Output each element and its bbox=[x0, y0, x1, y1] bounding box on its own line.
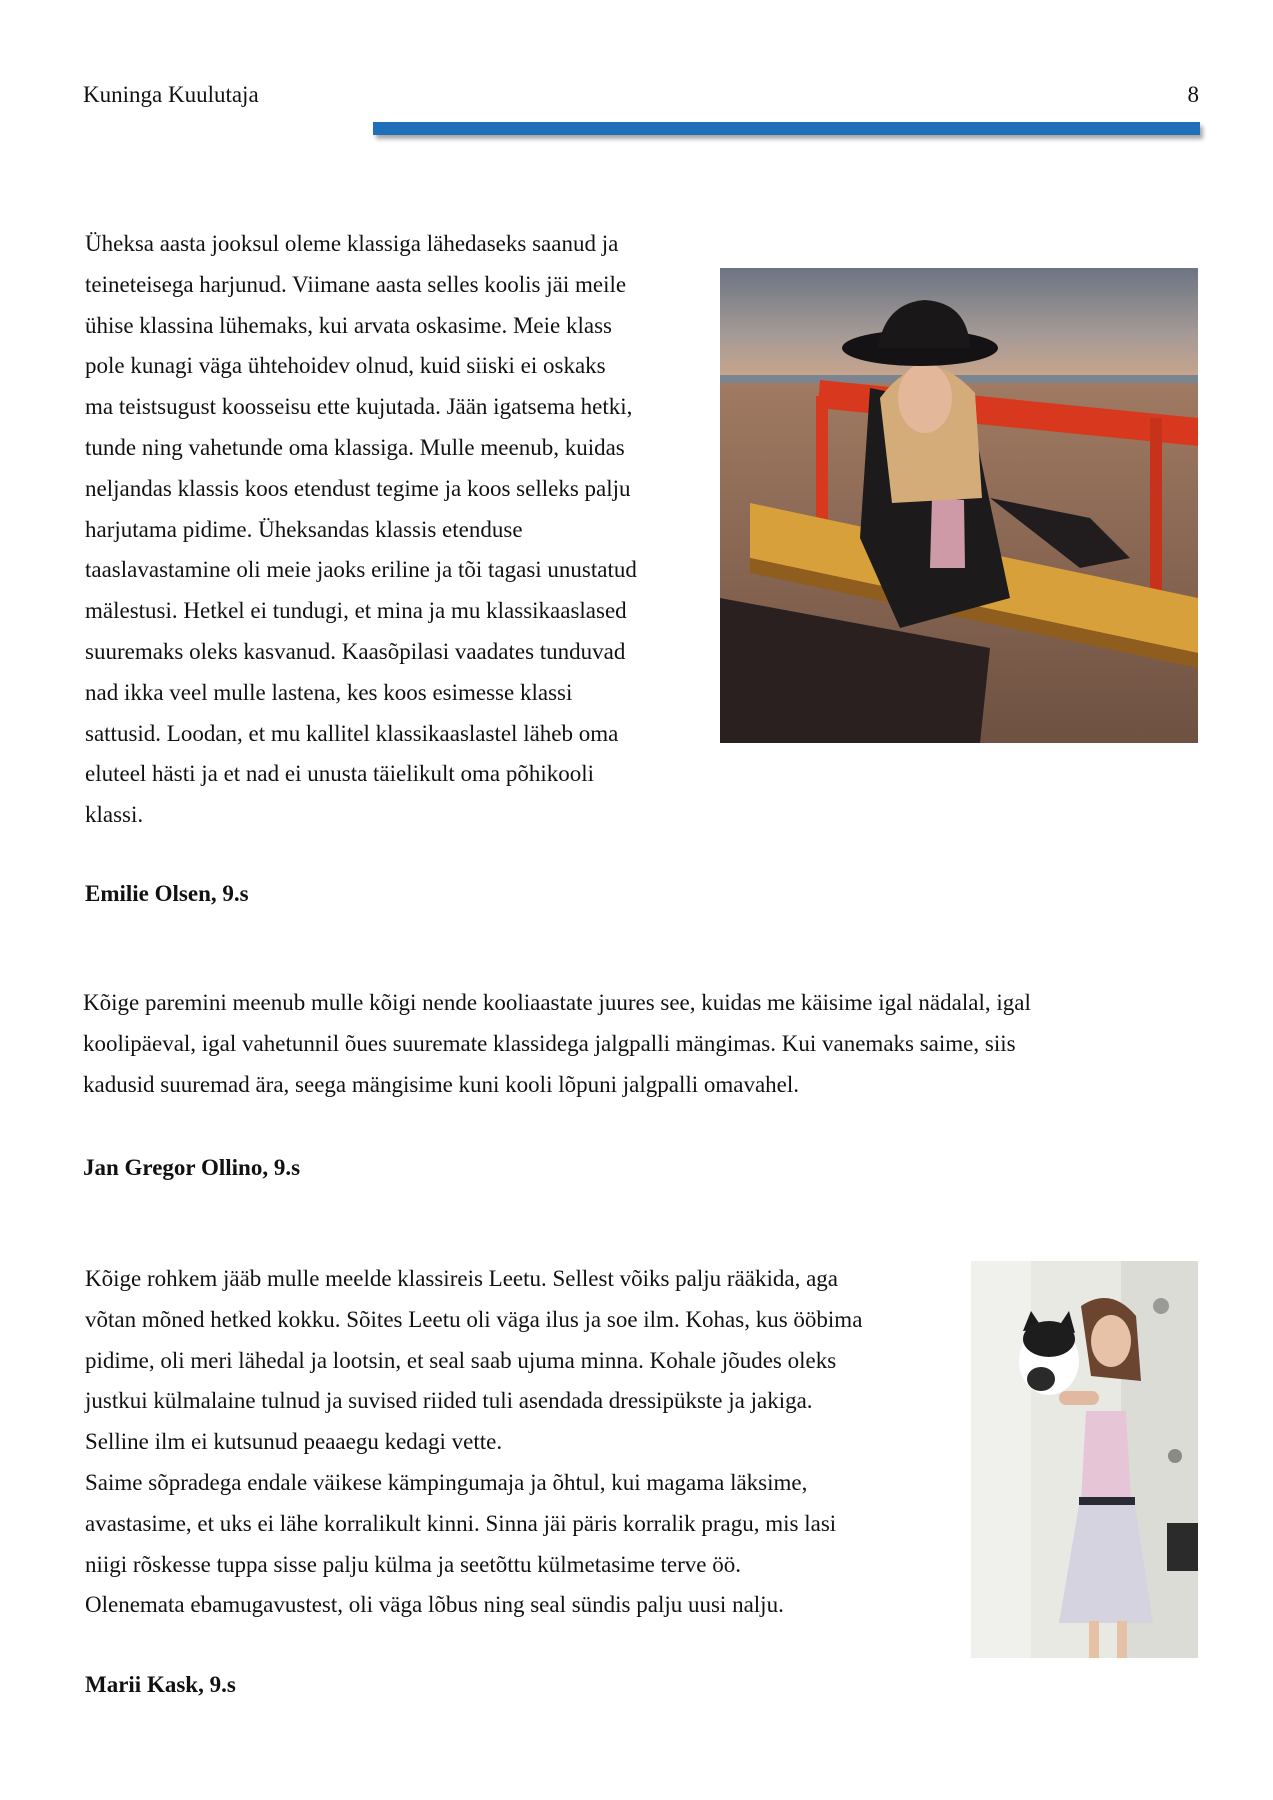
article-2-text bbox=[83, 983, 1181, 1105]
text-line: Kõige rohkem jääb mulle meelde klassireis Leetu. Sellest võiks palju rääkida, aga bbox=[85, 1266, 839, 1291]
text-line: võtan mõned hetked kokku. Sõites Leetu oli väga ilus ja soe ilm. Kohas, kus ööbima bbox=[85, 1306, 863, 1332]
text-line: Üheksa aasta jooksul oleme klassiga lähedaseks saanud ja bbox=[85, 231, 619, 256]
article-2-author: Jan Gregor Ollino, 9.s bbox=[83, 1155, 301, 1180]
text-line: harjutama pidime. Üheksandas klassis etenduse bbox=[85, 516, 523, 542]
article-3-text bbox=[85, 1259, 960, 1626]
text-line: avastasime, et uks ei lähe korralikult kinni. Sinna jäi päris korralik pragu, mis lasi bbox=[85, 1510, 837, 1536]
photo-girl-with-cat bbox=[971, 1261, 1198, 1658]
text-line: Saime sõpradega endale väikese kämpingumaja ja õhtul, kui magama läksime, bbox=[85, 1469, 808, 1495]
text-line: eluteel hästi ja et nad ei unusta täielikult oma põhikooli bbox=[85, 761, 595, 787]
text-line: pole kunagi väga ühtehoidev olnud, kuid siiski ei oskaks bbox=[85, 353, 606, 379]
text-line: tunde ning vahetunde oma klassiga. Mulle meenub, kuidas bbox=[85, 434, 625, 460]
page-number: 8 bbox=[1187, 82, 1199, 107]
text-line: ühise klassina lühemaks, kui arvata oskasime. Meie klass bbox=[85, 312, 612, 338]
article-1-author: Emilie Olsen, 9.s bbox=[85, 881, 249, 906]
text-line: Olenemata ebamugavustest, oli väga lõbus ning seal sündis palju uusi nalju. bbox=[85, 1592, 784, 1618]
text-line: Kõige paremini meenub mulle kõigi nende kooliaastate juures see, kuidas me käisime igal nädalal, igal bbox=[83, 990, 1031, 1015]
text-line: suuremaks oleks kasvanud. Kaasõpilasi vaadates tunduvad bbox=[85, 638, 626, 664]
text-line: pidime, oli meri lähedal ja lootsin, et seal saab ujuma minna. Kohale jõudes oleks bbox=[85, 1347, 837, 1373]
article-1-text bbox=[85, 224, 702, 836]
text-line: koolipäeval, igal vahetunnil õues suuremate klassidega jalgpalli mängimas. Kui vanemaks saime, siis bbox=[83, 1030, 1016, 1056]
photo-girl-on-beach-bench bbox=[720, 268, 1198, 743]
text-line: nad ikka veel mulle lastena, kes koos esimesse klassi bbox=[85, 679, 573, 705]
text-line: neljandas klassis koos etendust tegime ja koos selleks palju bbox=[85, 475, 631, 501]
text-line: kadusid suuremad ära, seega mängisime kuni kooli lõpuni jalgpalli omavahel. bbox=[83, 1071, 800, 1097]
text-line: mälestusi. Hetkel ei tundugi, et mina ja mu klassikaaslased bbox=[85, 598, 627, 624]
text-line: sattusid. Loodan, et mu kallitel klassikaaslastel läheb oma bbox=[85, 720, 619, 746]
text-line: justkui külmalaine tulnud ja suvised riided tuli asendada dressipükste ja jakiga. bbox=[85, 1388, 813, 1414]
newsletter-title: Kuninga Kuulutaja bbox=[83, 82, 259, 107]
text-line: klassi. bbox=[85, 802, 144, 828]
text-line: teineteisega harjunud. Viimane aasta selles koolis jäi meile bbox=[85, 271, 627, 297]
text-line: niigi rõskesse tuppa sisse palju külma ja seetõttu külmetasime terve öö. bbox=[85, 1551, 742, 1577]
header-accent-bar bbox=[373, 122, 1200, 135]
article-3-author: Marii Kask, 9.s bbox=[85, 1672, 236, 1697]
text-line: taaslavastamine oli meie jaoks eriline ja tõi tagasi unustatud bbox=[85, 557, 637, 583]
text-line: ma teistsugust koosseisu ette kujutada. Jään igatsema hetki, bbox=[85, 394, 633, 420]
text-line: Selline ilm ei kutsunud peaaegu kedagi vette. bbox=[85, 1429, 503, 1455]
